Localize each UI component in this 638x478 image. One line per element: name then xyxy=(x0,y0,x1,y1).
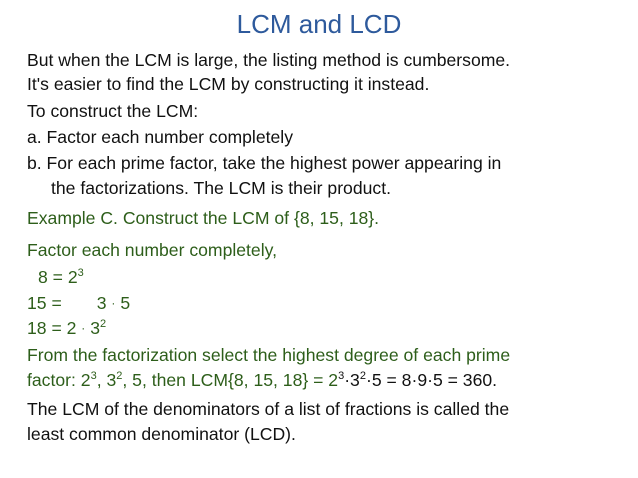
select-e4: 2 xyxy=(359,370,366,382)
construct-step-b-line-2: the factorizations. The LCM is their product. xyxy=(51,178,391,198)
factor-8 xyxy=(38,266,84,288)
construct-step-b-line-1: b. For each prime factor, take the highest power appearing in xyxy=(27,153,502,173)
slide-title: LCM and LCD xyxy=(236,9,402,39)
factor-18-base: 3 xyxy=(90,318,100,338)
intro-line-1: But when the LCM is large, the listing method is cumbersome. xyxy=(27,50,511,70)
select-t2: , 3 xyxy=(96,370,117,390)
factor-15-dot: · xyxy=(111,296,116,310)
example-heading: Example C. Construct the LCM of {8, 15, 18}. xyxy=(27,208,380,228)
factor-15 xyxy=(27,292,130,314)
select-t1: factor: 2 xyxy=(27,370,91,390)
factor-18-exp: 2 xyxy=(99,318,107,330)
select-t5: ·5 = 8·9·5 = 360. xyxy=(365,370,498,390)
conclusion-line-2: least common denominator (LCD). xyxy=(27,424,296,444)
select-t3: , 5, then LCM{8, 15, 18} = 2 xyxy=(122,370,339,390)
select-e2: 2 xyxy=(116,370,123,382)
construct-heading: To construct the LCM: xyxy=(27,101,199,121)
factor-18 xyxy=(27,317,106,339)
conclusion-line-1: The LCM of the denominators of a list of fractions is called the xyxy=(27,399,510,419)
select-e3: 3 xyxy=(338,370,345,382)
factor-15-b: 5 xyxy=(120,293,131,313)
select-e1: 3 xyxy=(90,370,97,382)
factor-heading: Factor each number completely, xyxy=(27,240,278,260)
select-line-2 xyxy=(27,369,497,391)
factor-18-lhs: 18 = 2 xyxy=(27,318,77,338)
factor-15-lhs: 15 = xyxy=(27,293,62,313)
factor-15-a: 3 xyxy=(96,293,107,313)
factor-8-exp: 3 xyxy=(77,267,84,279)
intro-line-2: It's easier to find the LCM by constructing it instead. xyxy=(27,74,430,94)
factor-18-dot: · xyxy=(81,321,86,335)
construct-step-a: a. Factor each number completely xyxy=(27,127,293,147)
factor-8-lhs: 8 = 2 xyxy=(38,267,78,287)
select-t4: ·3 xyxy=(344,370,360,390)
select-line-1: From the factorization select the highest degree of each prime xyxy=(27,345,511,365)
